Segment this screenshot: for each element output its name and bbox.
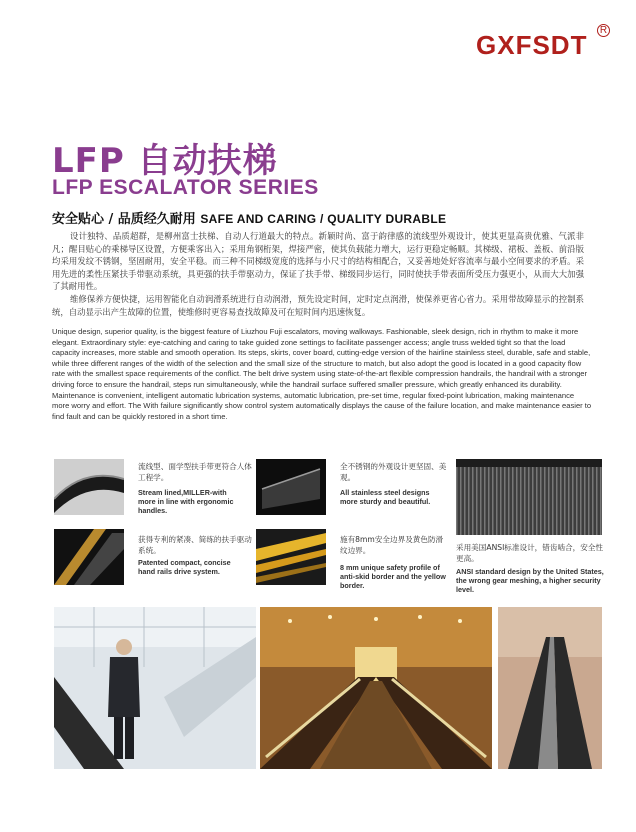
registered-mark: R <box>597 24 610 37</box>
feature-2-cn: 全不锈钢的外观设计更坚固、美观。 <box>340 462 447 482</box>
feature-1-cn: 流线型、面学型扶手带更符合人体工程学。 <box>138 462 252 482</box>
stainless-panel-thumbnail <box>256 459 326 515</box>
safety-border-thumbnail <box>256 529 326 585</box>
drive-system-thumbnail <box>54 529 124 585</box>
section-heading-cn: 安全贴心 / 品质经久耐用 <box>52 212 196 227</box>
page-title-en: LFP ESCALATOR SERIES <box>52 176 319 199</box>
feature-5-en: ANSI standard design by the United States, the wrong gear meshing, a higher security level. <box>456 567 604 594</box>
feature-5-cn: 采用美国ANSI标准设计，错齿啮合，安全性更高。 <box>456 543 604 563</box>
feature-3-cn: 获得专利的紧凑、简练的扶手驱动系统。 <box>138 535 252 555</box>
section-heading <box>52 208 446 227</box>
feature-4-en: 8 mm unique safety profile of anti-skid border and the yellow border. <box>340 563 446 590</box>
feature-4-cn: 施有8mm安全边界及黄色防滑纹边界。 <box>340 535 444 555</box>
handrail-thumbnail <box>54 459 124 515</box>
intro-cn-paragraph-1: 设计独特、品质超群，是柳州富士扶梯、自动人行道最大的特点。新颖时尚、富于韵律感的流线型外观设计，使其更显高贵优雅、气派非凡；醒目贴心的乘梯导区设置，方便乘客出入；采用角钢桁架，焊接严密，使其负载能力增大，运行更稳定畅顺。其梯级、裙板、盖板、前沿版均采用发纹不锈钢，坚固耐用，安全平稳。而三种不同梯级宽度的选择与小尺寸的结构相配合，又妥善地处好容流率与最小空间要求的矛盾。采用先进的柔性压紧扶手带驱动系统，具更强的扶手带驱动力，保证了扶手带、梯级同步运行，同时使扶手带表面所受压力强更小，从而大大加强了其耐用性。 <box>52 231 584 292</box>
brand-logo-text: GXFSDT <box>476 30 588 60</box>
businessman-escalator-photo <box>54 607 256 769</box>
escalator-perspective-photo <box>498 607 602 769</box>
feature-2-en: All stainless steel designs more sturdy and beautiful. <box>340 488 431 506</box>
feature-1-en: Stream lined,MILLER-with more in line with ergonomic handles. <box>138 488 234 515</box>
escalator-steps-thumbnail <box>456 459 602 535</box>
page-title-cn: LFP 自动扶梯 <box>52 141 278 181</box>
feature-3-en: Patented compact, concise hand rails drive system. <box>138 558 231 576</box>
mall-escalators-photo <box>260 607 492 769</box>
section-heading-en: SAFE AND CARING / QUALITY DURABLE <box>200 212 447 226</box>
intro-cn-paragraph-2: 维修保养方便快捷，运用智能化自动润滑系统进行自动润滑，预先设定时间，定时定点润滑，使保养更省心省力。采用带故障显示的控制系统，自动显示出产生故障的位置，使维修时更容易查找故障及可在短时间内迅速恢复。 <box>52 294 584 317</box>
intro-en-paragraph: Unique design, superior quality, is the biggest feature of Liuzhou Fuji escalators, moving walkways. Fashionable, sleek design, rich in rhythm to make it more elegant. Extraordinary style: eye-catching and caring to take guided zone settings to facilitate passenger access; angle truss welded tight so that the load capacity increases, more stable and smooth operation. Its steps, skirts, cover board, cutting-edge version of the hairline stainless steel, durable, safe and stable, while three different ranges of the width of the selection and the small size of the structure to match, but also adopt the good is located in a good capacity flow rate with the smallest space requirements of the conflict. The belt drive system using state-of-the-art flexible compression handrails, the handrail with a stronger driving force to ensure the handrail, steps run simultaneously, while the handrail surface suffered smaller pressure, which greatly enhanced its durability. Maintenance is convenient, intelligent automatic lubrication systems, automatic lubrication, pre-set time, regular fixed-point lubrication, making maintenance more worry and effort. The With failure significantly show control system automatically displays the cause of the failure location, and make maintenance easier to find fault and can be quickly restored in a short time. <box>52 327 592 421</box>
